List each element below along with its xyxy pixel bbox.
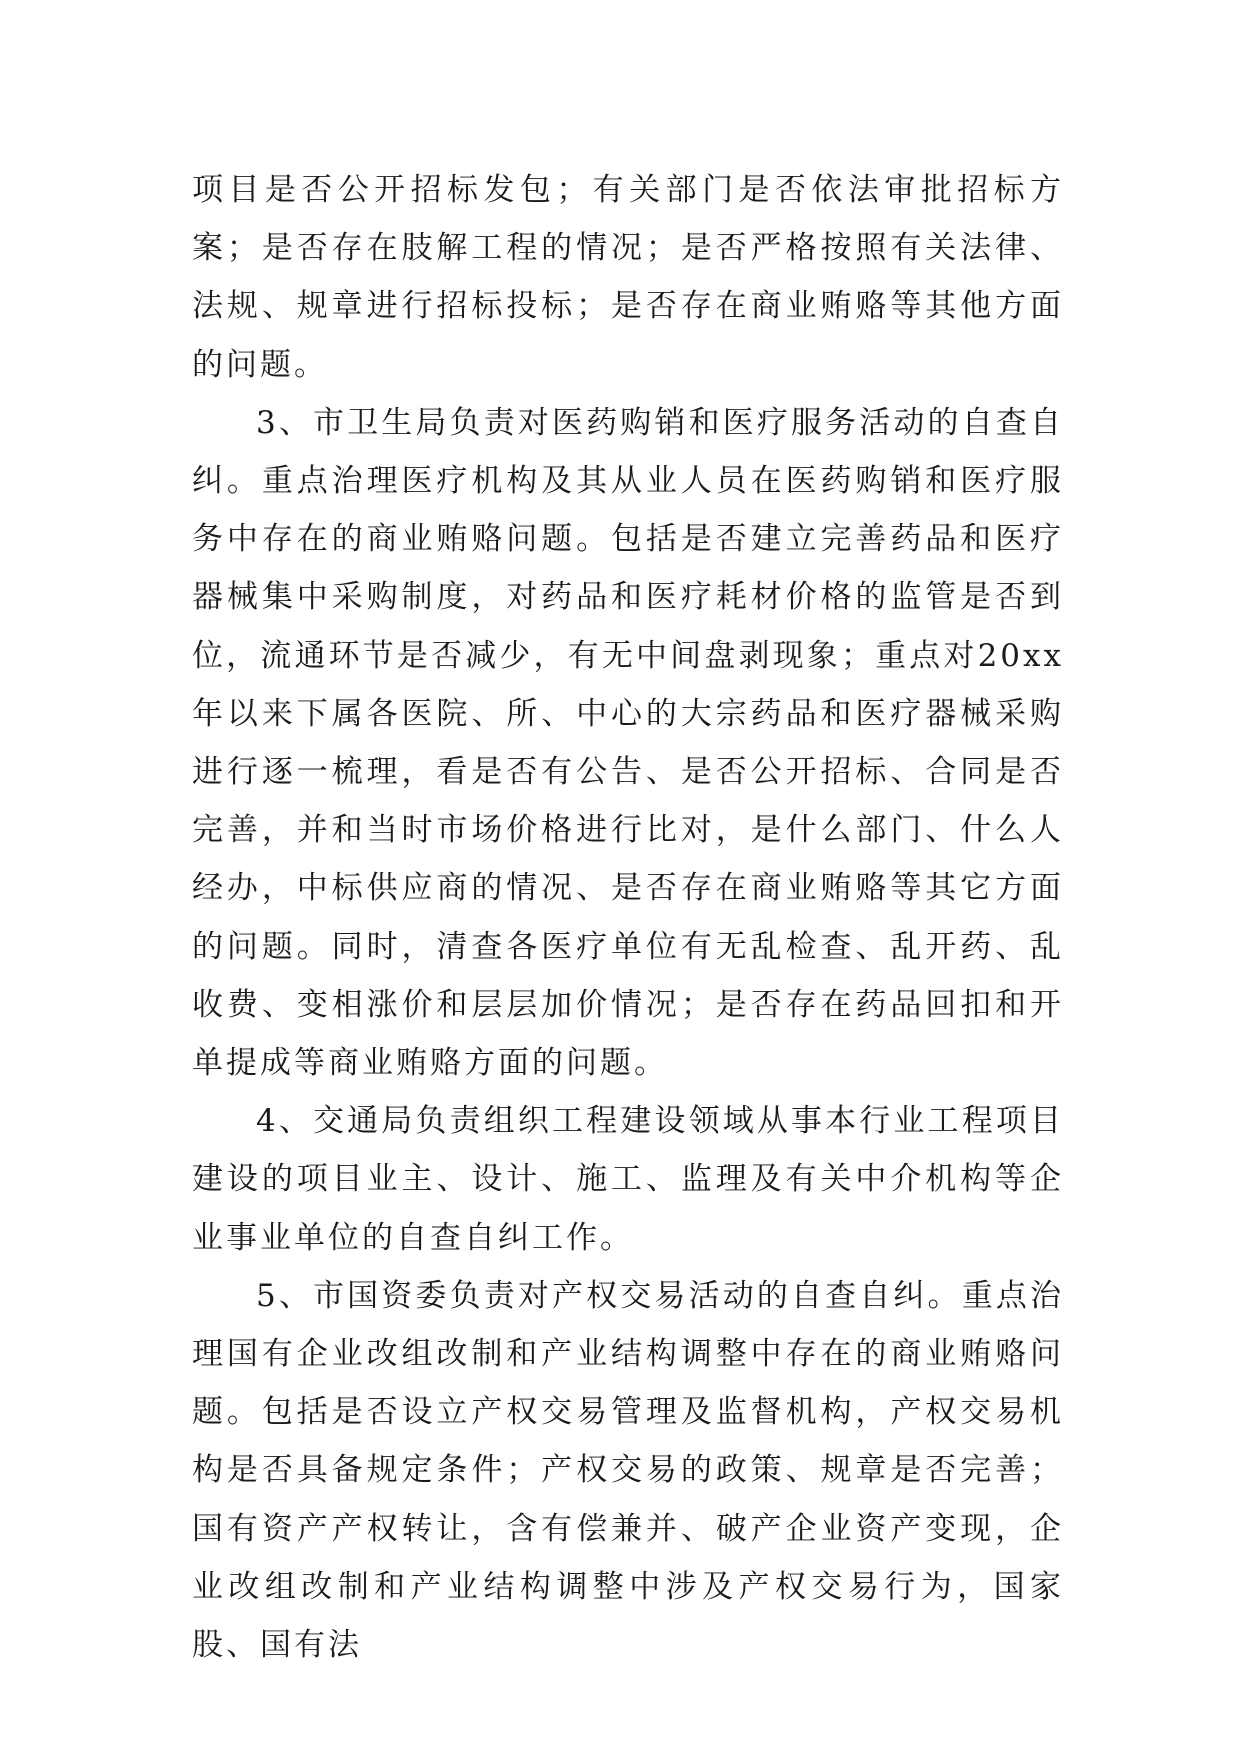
paragraph-item-4: 4、交通局负责组织工程建设领域从事本行业工程项目建设的项目业主、设计、施工、监理及有关中介机构等企业事业单位的自查自纠工作。 — [192, 1103, 1064, 1256]
paragraph-item-3: 3、市卫生局负责对医药购销和医疗服务活动的自查自纠。重点治理医疗机构及其从业人员在医药购销和医疗服务中存在的商业贿赂问题。包括是否建立完善药品和医疗器械集中采购制度，对药品和医疗耗材价格的监管是否到位，流通环节是否减少，有无中间盘剥现象；重点对20xx年以来下属各医院、所、中心的大宗药品和医疗器械采购进行逐一梳理，看是否有公告、是否公开招标、合同是否完善，并和当时市场价格进行比对，是什么部门、什么人经办，中标供应商的情况、是否存在商业贿赂等其它方面的问题。同时，清查各医疗单位有无乱检查、乱开药、乱收费、变相涨价和层层加价情况；是否存在药品回扣和开单提成等商业贿赂方面的问题。 — [192, 404, 1064, 1082]
paragraph-continued: 项目是否公开招标发包；有关部门是否依法审批招标方案；是否存在肢解工程的情况；是否严格按照有关法律、法规、规章进行招标投标；是否存在商业贿赂等其他方面的问题。 — [192, 172, 1064, 383]
paragraph-item-5: 5、市国资委负责对产权交易活动的自查自纠。重点治理国有企业改组改制和产业结构调整中存在的商业贿赂问题。包括是否设立产权交易管理及监督机构，产权交易机构是否具备规定条件；产权交易的政策、规章是否完善；国有资产产权转让，含有偿兼并、破产企业资产变现，企业改组改制和产业结构调整中涉及产权交易行为，国家股、国有法 — [192, 1277, 1064, 1664]
body-text — [192, 161, 1064, 1674]
